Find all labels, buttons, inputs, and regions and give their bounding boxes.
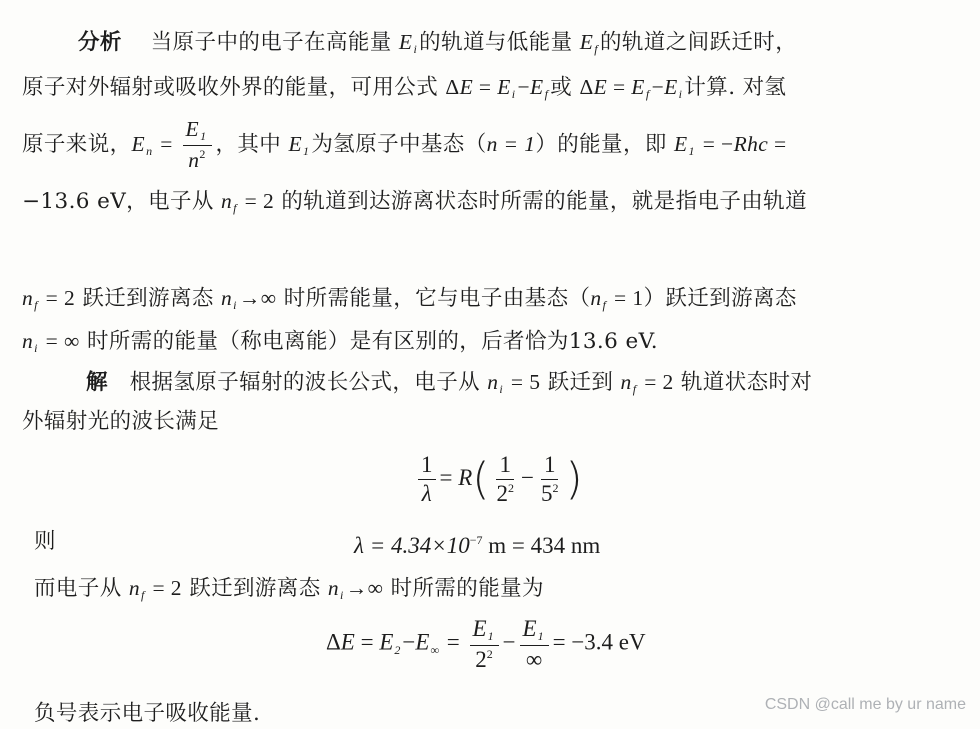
solution-line-2 [22, 407, 219, 437]
text: 的轨道与低能量 [419, 30, 573, 55]
wavelength-equation: $\frac{1}{\lambda}$ = R( $\frac{1}{2^2}$ − $\frac{1}{5^2}$ ) [414, 453, 583, 506]
text: 的轨道之间跃迁时， [600, 30, 798, 55]
text: λ = 4.34×10 [354, 533, 470, 558]
text: 当原子中的电子在高能量 [150, 30, 392, 55]
text: 原子对外辐射或吸收外界的能量，可用公式 [22, 75, 439, 100]
text: 时所需能量，它与电子由基态（ [283, 286, 591, 311]
text: 原子来说， [22, 132, 132, 157]
analysis-heading: 分析 [78, 30, 122, 55]
text: −13.6 eV，电子从 [22, 189, 214, 214]
text: 而电子从 [34, 576, 122, 601]
text: 根据氢原子辐射的波长公式，电子从 [129, 370, 481, 395]
analysis-line-5: $n_f = 2$ 跃迁到游离态 $n_i\to\infty$ 时所需能量，它与电子由基态$(n_f = 1)$跃迁到游离态 [22, 286, 797, 312]
text: −7 [469, 533, 483, 547]
wavelength-result [354, 533, 600, 559]
text: ）的能量，即 [535, 132, 667, 157]
fraction-e1-over-n2: $\frac{E_1}{n^2}$ [183, 118, 212, 171]
text: ）跃迁到游离态 [643, 286, 797, 311]
text: 轨道状态时对 [680, 370, 813, 395]
text: 跃迁到游离态 [82, 286, 214, 311]
analysis-line-2: 原子对外辐射或吸收外界的能量，可用公式 $\Delta E = E_i-E_f$或 $\Delta E = E_f-E_i$计算. 对氢 [22, 75, 787, 101]
text: ，其中 [215, 132, 282, 157]
text: 跃迁到 [547, 370, 614, 395]
text: 为氢原子中基态（ [311, 132, 487, 157]
text: 时所需的能量为 [390, 576, 544, 601]
analysis-line-6: $n_i$ = ∞ 时所需的能量（称电离能）是有区别的，后者恰为13.6 eV. [22, 329, 658, 355]
energy-equation: $\Delta E = E_2-E_\infty$ = $\frac{E_1}{2^2}$ − $\frac{E_1}{\infty}$ = −3.4 eV [326, 616, 646, 672]
text: 或 [550, 75, 573, 100]
text: m = 434 nm [482, 533, 601, 558]
solution-line-3: 而电子从 $n_f = 2$ 跃迁到游离态 $n_i\to\infty$ 时所需的能量为 [34, 576, 544, 602]
conclusion-line: 负号表示电子吸收能量. [34, 701, 261, 726]
text: 的轨道到达游离状态时所需的能量，就是指电子由轨道 [281, 189, 807, 214]
analysis-line-4: −13.6 eV，电子从 $n_f = 2$ 的轨道到达游离状态时所需的能量，就是指电子由轨道 [22, 189, 807, 215]
watermark: CSDN @call me by ur name [764, 696, 966, 713]
text: 跃迁到游离态 [189, 576, 321, 601]
solution-line-1: 解 根据氢原子辐射的波长公式，电子从 $n_i = 5$ 跃迁到 $n_f = 2$ 轨道状态时对 [86, 370, 813, 396]
text: n = 1 [486, 132, 536, 156]
analysis-line-1: 分析 当原子中的电子在高能量 $E_i$的轨道与低能量 $E_f$的轨道之间跃迁时， [78, 30, 798, 56]
then-label: 则 [34, 529, 56, 554]
text: 计算. 对氢 [684, 75, 787, 100]
analysis-line-3: 原子来说，$E_n$ = $\frac{E_1}{n^2}$ ，其中 $E_1$为氢原子中基态（n = 1）的能量，即 $E_1 = -Rhc$ = [22, 117, 787, 173]
text: 时所需的能量（称电离能）是有区别的，后者恰为13.6 eV. [86, 329, 658, 354]
text: 外辐射光的波长满足 [22, 409, 220, 434]
text: = −3.4 eV [552, 629, 646, 655]
solution-heading: 解 [86, 370, 108, 395]
